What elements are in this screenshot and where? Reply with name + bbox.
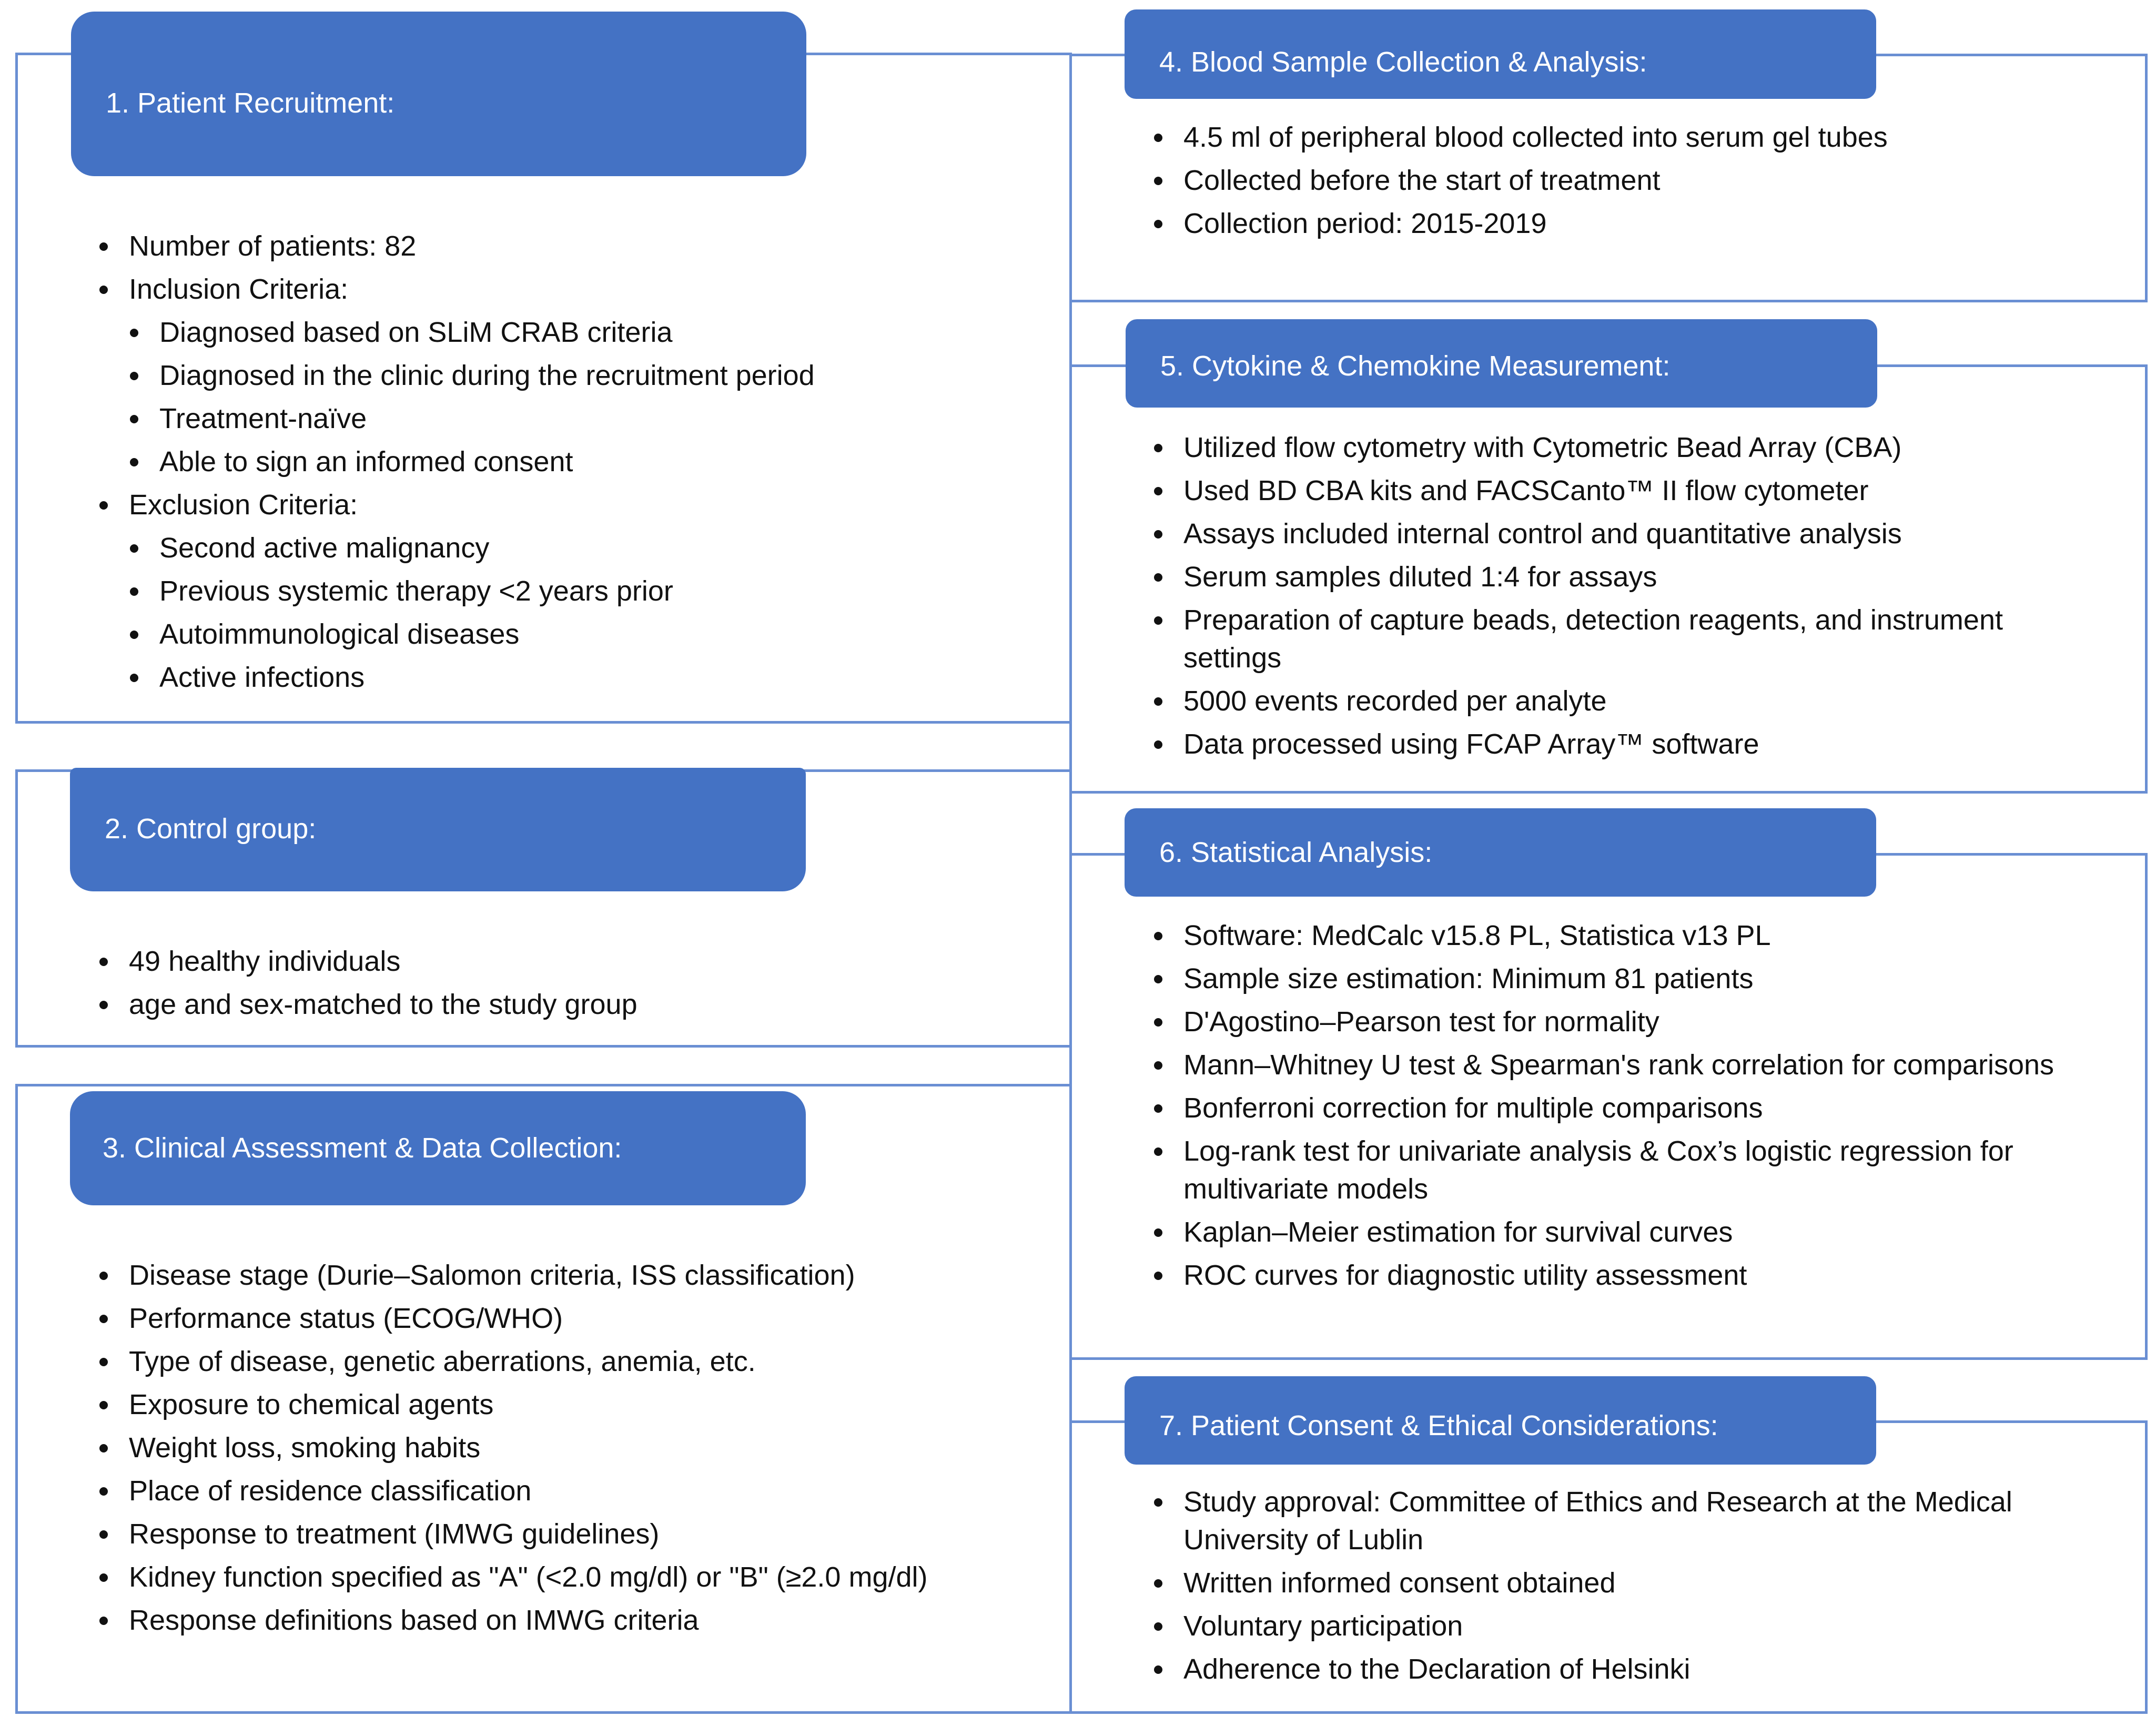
list-item: Exposure to chemical agents <box>98 1383 950 1426</box>
list-item: Second active malignancy <box>129 526 1045 570</box>
list-item: Weight loss, smoking habits <box>98 1426 950 1469</box>
list-item: Kidney function specified as "A" (<2.0 mg/dl) or "B" (≥2.0 mg/dl) <box>98 1556 950 1599</box>
list-item: Utilized flow cytometry with Cytometric Bead Array (CBA) <box>1153 426 2026 469</box>
list-item: Inclusion Criteria: <box>98 268 1045 311</box>
section-7-title: 7. Patient Consent & Ethical Considerations: <box>1159 1410 1718 1441</box>
list-item: Autoimmunological diseases <box>129 613 1045 656</box>
list-item: Collection period: 2015-2019 <box>1153 202 2110 245</box>
list-item: Software: MedCalc v15.8 PL, Statistica v13 PL <box>1153 914 2079 957</box>
list-item: Log-rank test for univariate analysis & Cox’s logistic regression for multivariate models <box>1153 1130 2079 1211</box>
section-6-title: 6. Statistical Analysis: <box>1159 837 1433 868</box>
list-item: Disease stage (Durie–Salomon criteria, ISS classification) <box>98 1254 950 1297</box>
list-item: Treatment-naïve <box>129 397 1045 440</box>
section-4-list <box>1153 116 2110 245</box>
section-1-title: 1. Patient Recruitment: <box>106 87 395 119</box>
list-item: Active infections <box>129 656 1045 699</box>
list-item: Data processed using FCAP Array™ software <box>1153 723 2026 766</box>
list-item: 5000 events recorded per analyte <box>1153 679 2026 723</box>
section-1-list <box>98 225 1045 699</box>
list-item: Used BD CBA kits and FACSCanto™ II flow cytometer <box>1153 469 2026 512</box>
list-item: Able to sign an informed consent <box>129 440 1045 483</box>
list-item: Collected before the start of treatment <box>1153 159 2110 202</box>
list-item: D'Agostino–Pearson test for normality <box>1153 1000 2079 1043</box>
list-item: Exclusion Criteria: <box>98 483 1045 526</box>
list-item: Preparation of capture beads, detection reagents, and instrument settings <box>1153 598 2026 679</box>
section-1-header <box>71 12 806 176</box>
list-item: Adherence to the Declaration of Helsinki <box>1153 1648 2026 1691</box>
list-item: Response to treatment (IMWG guidelines) <box>98 1512 950 1556</box>
list-item: Assays included internal control and quantitative analysis <box>1153 512 2026 555</box>
list-item: Place of residence classification <box>98 1469 950 1512</box>
list-item: ROC curves for diagnostic utility assessment <box>1153 1254 2079 1297</box>
list-item: 4.5 ml of peripheral blood collected into serum gel tubes <box>1153 116 2110 159</box>
section-4-title: 4. Blood Sample Collection & Analysis: <box>1159 46 1647 78</box>
section-3-list <box>98 1254 950 1642</box>
list-item: Mann–Whitney U test & Spearman's rank correlation for comparisons <box>1153 1043 2079 1086</box>
list-item: 49 healthy individuals <box>98 940 1045 983</box>
section-7-header <box>1125 1376 1876 1465</box>
list-item: Study approval: Committee of Ethics and Research at the Medical University of Lublin <box>1153 1480 2026 1561</box>
section-4-header <box>1125 9 1876 99</box>
list-item: Diagnosed in the clinic during the recruitment period <box>129 354 1045 397</box>
section-5-list <box>1153 426 2026 766</box>
list-item: Bonferroni correction for multiple comparisons <box>1153 1086 2079 1130</box>
list-item: Number of patients: 82 <box>98 225 1045 268</box>
list-item: Written informed consent obtained <box>1153 1561 2026 1604</box>
section-7-list <box>1153 1480 2026 1691</box>
section-6-list <box>1153 914 2079 1297</box>
section-2-list <box>98 940 1045 1026</box>
list-item: Response definitions based on IMWG criteria <box>98 1599 950 1642</box>
list-item: Voluntary participation <box>1153 1604 2026 1648</box>
list-item: age and sex-matched to the study group <box>98 983 1045 1026</box>
section-3-title: 3. Clinical Assessment & Data Collection: <box>103 1132 622 1164</box>
list-item: Previous systemic therapy <2 years prior <box>129 570 1045 613</box>
list-item: Serum samples diluted 1:4 for assays <box>1153 555 2026 598</box>
section-3-header <box>70 1091 806 1205</box>
list-item: Type of disease, genetic aberrations, anemia, etc. <box>98 1340 950 1383</box>
section-6-header <box>1125 808 1876 897</box>
list-item: Kaplan–Meier estimation for survival curves <box>1153 1211 2079 1254</box>
section-5-header <box>1126 319 1877 408</box>
section-5-title: 5. Cytokine & Chemokine Measurement: <box>1160 350 1671 382</box>
list-item: Sample size estimation: Minimum 81 patients <box>1153 957 2079 1000</box>
list-item: Diagnosed based on SLiM CRAB criteria <box>129 311 1045 354</box>
section-2-header <box>70 768 806 891</box>
list-item: Performance status (ECOG/WHO) <box>98 1297 950 1340</box>
section-2-title: 2. Control group: <box>105 813 317 845</box>
